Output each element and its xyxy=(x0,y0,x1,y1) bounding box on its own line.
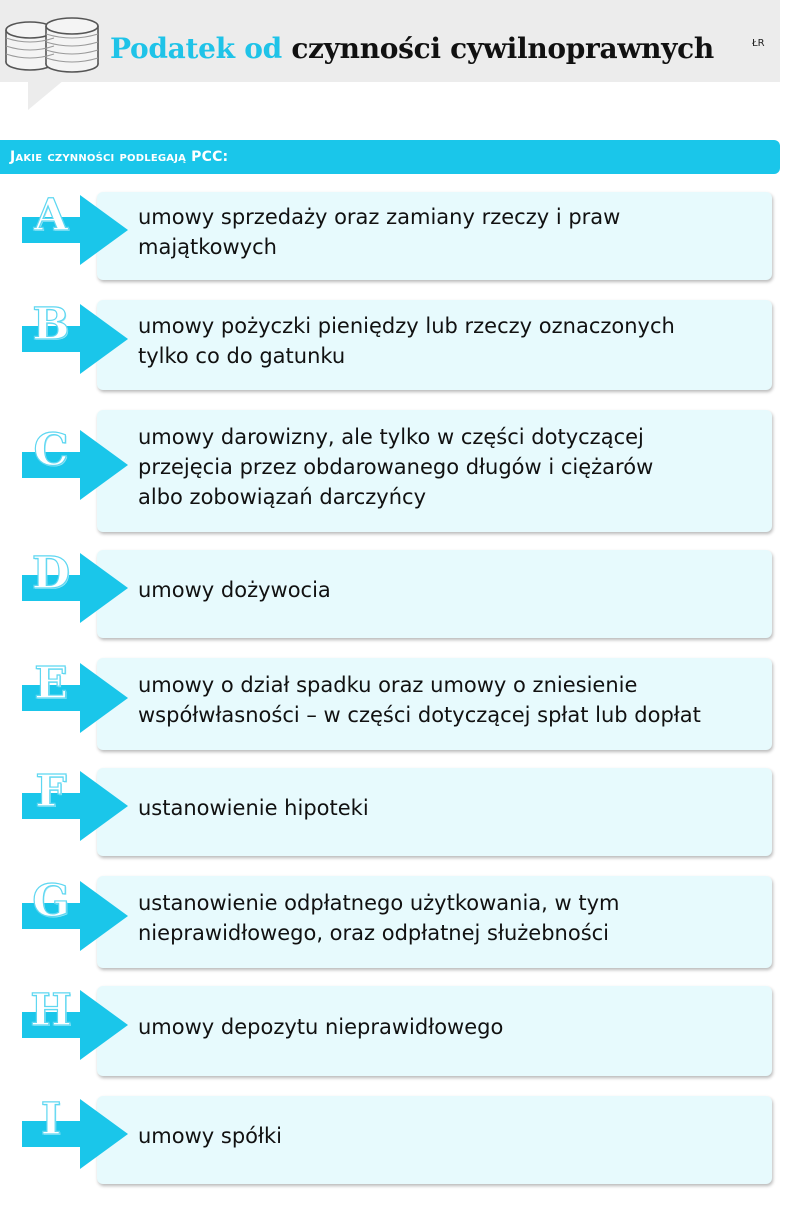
list-item xyxy=(0,550,780,638)
item-text-line: nieprawidłowego, oraz odpłatnej służebności xyxy=(138,921,610,945)
item-text xyxy=(138,793,758,823)
item-text-line: majątkowych xyxy=(138,235,277,259)
item-text-line: przejęcia przez obdarowanego długów i ciężarów xyxy=(138,455,654,479)
item-text-line: umowy o dział spadku oraz umowy o zniesienie xyxy=(138,673,638,697)
item-letter: F xyxy=(35,766,67,817)
item-text-line: umowy pożyczki pieniędzy lub rzeczy oznaczonych xyxy=(138,314,675,338)
item-text-line: tylko co do gatunku xyxy=(138,344,346,368)
title-main: czynności cywilnoprawnych xyxy=(291,32,714,65)
item-letter: C xyxy=(33,425,69,476)
item-text xyxy=(138,202,758,262)
item-text-line: ustanowienie odpłatnego użytkowania, w tym xyxy=(138,891,620,915)
item-text xyxy=(138,888,758,948)
title-accent: Podatek od xyxy=(110,32,282,65)
list-item xyxy=(0,1096,780,1184)
item-letter: B xyxy=(32,299,70,350)
list-item xyxy=(0,768,780,856)
item-text xyxy=(138,422,758,512)
item-letter: H xyxy=(30,985,72,1036)
item-letter: E xyxy=(34,658,68,709)
item-letter: I xyxy=(40,1094,62,1145)
list-item xyxy=(0,986,780,1076)
item-text-line: współwłasności – w części dotyczącej spłat lub dopłat xyxy=(138,703,701,727)
item-text xyxy=(138,311,758,371)
item-text-line: albo zobowiązań darczyńcy xyxy=(138,485,427,509)
item-text xyxy=(138,575,758,605)
list-item xyxy=(0,658,780,750)
item-letter: D xyxy=(31,548,71,599)
item-text-line: umowy spółki xyxy=(138,1124,282,1148)
item-letter: A xyxy=(33,190,69,241)
item-text-line: ustanowienie hipoteki xyxy=(138,796,369,820)
item-text xyxy=(138,1012,758,1042)
list-item xyxy=(0,410,780,532)
item-text-line: umowy dożywocia xyxy=(138,578,331,602)
item-text-line: umowy sprzedaży oraz zamiany rzeczy i praw xyxy=(138,205,621,229)
list-item xyxy=(0,300,780,390)
source-label: ŁR xyxy=(752,38,765,49)
item-text xyxy=(138,670,758,730)
item-text xyxy=(138,1121,758,1151)
item-text-line: umowy depozytu nieprawidłowego xyxy=(138,1015,504,1039)
item-text-line: umowy darowizny, ale tylko w części dotyczącej xyxy=(138,425,644,449)
section-title: Jakie czynności podlegają PCC: xyxy=(10,149,229,165)
item-letter: G xyxy=(32,876,70,927)
list-item xyxy=(0,876,780,968)
list-item xyxy=(0,192,780,280)
